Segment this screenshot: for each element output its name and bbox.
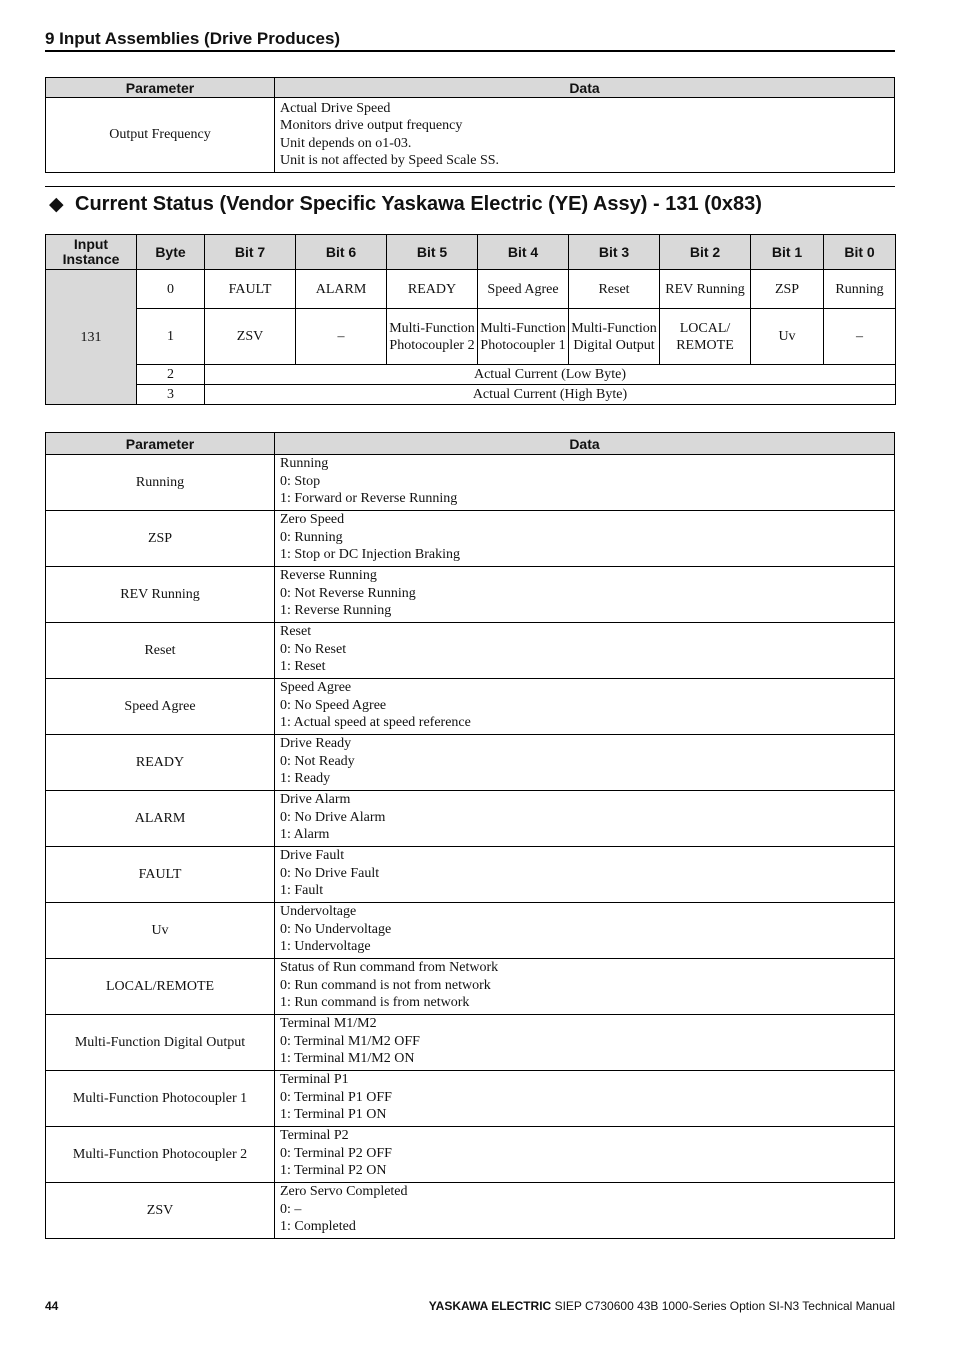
data-cell bbox=[275, 98, 895, 173]
section-title: 9 Input Assemblies (Drive Produces) bbox=[45, 29, 895, 52]
table-row bbox=[46, 365, 896, 385]
bit-cell: ALARM bbox=[296, 270, 387, 309]
page-number: 44 bbox=[45, 1299, 59, 1313]
table-header-row bbox=[46, 78, 895, 98]
data-cell bbox=[275, 567, 895, 623]
data-line: 1: Terminal P2 ON bbox=[280, 1163, 387, 1179]
table-row bbox=[46, 567, 895, 623]
data-line: Monitors drive output frequency bbox=[280, 118, 463, 134]
table-row bbox=[46, 98, 895, 173]
parameter-cell: Multi-Function Photocoupler 1 bbox=[46, 1071, 275, 1127]
table-row bbox=[46, 623, 895, 679]
data-line: Drive Fault bbox=[280, 848, 345, 863]
data-line: Terminal M1/M2 bbox=[280, 1016, 377, 1031]
diamond-bullet-icon: ◆ bbox=[49, 194, 64, 215]
data-line: Undervoltage bbox=[280, 904, 357, 919]
table-row bbox=[46, 1127, 895, 1183]
table-row bbox=[46, 1015, 895, 1071]
parameter-cell: REV Running bbox=[46, 567, 275, 623]
table-header-row bbox=[46, 433, 895, 455]
byte-value-cell: Actual Current (High Byte) bbox=[205, 385, 896, 405]
column-header-bit0: Bit 0 bbox=[824, 235, 896, 270]
data-line: 1: Undervoltage bbox=[280, 939, 371, 955]
table-row bbox=[46, 511, 895, 567]
bit-cell: Multi-Function Photocoupler 2 bbox=[387, 309, 478, 365]
data-line: 0: No Undervoltage bbox=[280, 921, 392, 937]
byte-cell: 3 bbox=[137, 385, 205, 405]
data-line: Actual Drive Speed bbox=[280, 101, 391, 116]
data-cell bbox=[275, 1015, 895, 1071]
data-line: 1: Terminal P1 ON bbox=[280, 1107, 387, 1123]
input-instance-cell: 131 bbox=[46, 270, 137, 405]
parameter-cell: Multi-Function Digital Output bbox=[46, 1015, 275, 1071]
column-header-bit6: Bit 6 bbox=[296, 235, 387, 270]
data-line: 1: Actual speed at speed reference bbox=[280, 715, 471, 731]
parameter-cell: ZSP bbox=[46, 511, 275, 567]
parameter-cell: Output Frequency bbox=[46, 98, 275, 173]
data-line: Running bbox=[280, 456, 329, 471]
data-line: 0: Terminal P1 OFF bbox=[280, 1089, 392, 1105]
bit-cell: Reset bbox=[569, 270, 660, 309]
bit-cell: FAULT bbox=[205, 270, 296, 309]
data-cell bbox=[275, 679, 895, 735]
data-line: 0: Running bbox=[280, 529, 343, 545]
data-line: 0: No Speed Agree bbox=[280, 697, 387, 713]
parameter-cell: Speed Agree bbox=[46, 679, 275, 735]
data-line: 0: No Drive Fault bbox=[280, 865, 380, 881]
bit-cell: ZSV bbox=[205, 309, 296, 365]
table-row bbox=[46, 1071, 895, 1127]
column-header-data: Data bbox=[275, 78, 895, 98]
data-cell bbox=[275, 791, 895, 847]
bit-cell: – bbox=[296, 309, 387, 365]
data-cell bbox=[275, 455, 895, 511]
data-line: 1: Ready bbox=[280, 771, 331, 787]
table-row bbox=[46, 679, 895, 735]
bit-map-table bbox=[45, 234, 896, 405]
table-row bbox=[46, 1183, 895, 1239]
data-line: 0: Run command is not from network bbox=[280, 977, 491, 993]
data-line: 0: Not Ready bbox=[280, 753, 355, 769]
column-header-bit2: Bit 2 bbox=[660, 235, 751, 270]
data-line: 1: Terminal M1/M2 ON bbox=[280, 1051, 415, 1067]
data-line: 1: Reverse Running bbox=[280, 603, 392, 619]
bit-cell: ZSP bbox=[751, 270, 824, 309]
parameter-cell: READY bbox=[46, 735, 275, 791]
data-line: 0: Stop bbox=[280, 473, 321, 489]
table-row bbox=[46, 455, 895, 511]
byte-cell: 1 bbox=[137, 309, 205, 365]
data-line: 1: Fault bbox=[280, 883, 324, 899]
data-line: 1: Stop or DC Injection Braking bbox=[280, 547, 461, 563]
parameter-cell: ZSV bbox=[46, 1183, 275, 1239]
data-cell bbox=[275, 1183, 895, 1239]
table-header-row bbox=[46, 235, 896, 270]
bit-cell: LOCAL/ REMOTE bbox=[660, 309, 751, 365]
data-line: 0: – bbox=[280, 1201, 302, 1217]
data-line: Terminal P2 bbox=[280, 1128, 349, 1143]
data-cell bbox=[275, 959, 895, 1015]
column-header-bit1: Bit 1 bbox=[751, 235, 824, 270]
column-header-parameter: Parameter bbox=[46, 433, 275, 455]
table-row bbox=[46, 385, 896, 405]
table-row bbox=[46, 791, 895, 847]
assembly-heading bbox=[45, 186, 895, 217]
table-row bbox=[46, 847, 895, 903]
data-cell bbox=[275, 847, 895, 903]
parameter-cell: FAULT bbox=[46, 847, 275, 903]
bit-cell: Running bbox=[824, 270, 896, 309]
data-line: 0: Terminal M1/M2 OFF bbox=[280, 1033, 420, 1049]
table-row bbox=[46, 270, 896, 309]
data-line: Drive Alarm bbox=[280, 792, 351, 807]
data-line: Zero Servo Completed bbox=[280, 1184, 408, 1199]
data-line: 0: Not Reverse Running bbox=[280, 585, 416, 601]
table-row bbox=[46, 903, 895, 959]
assembly-heading-text: Current Status (Vendor Specific Yaskawa Electric (YE) Assy) - 131 (0x83) bbox=[75, 193, 762, 215]
table-row bbox=[46, 735, 895, 791]
byte-value-cell: Actual Current (Low Byte) bbox=[205, 365, 896, 385]
column-header-bit7: Bit 7 bbox=[205, 235, 296, 270]
data-line: 0: No Reset bbox=[280, 641, 347, 657]
bit-cell: Multi-Function Digital Output bbox=[569, 309, 660, 365]
byte-cell: 0 bbox=[137, 270, 205, 309]
data-cell bbox=[275, 735, 895, 791]
footer-manual-title bbox=[429, 1299, 895, 1313]
output-frequency-table bbox=[45, 77, 895, 173]
data-line: Speed Agree bbox=[280, 680, 352, 695]
data-line: Reset bbox=[280, 624, 312, 639]
data-line: 1: Completed bbox=[280, 1219, 356, 1235]
bit-cell: READY bbox=[387, 270, 478, 309]
data-line: 0: No Drive Alarm bbox=[280, 809, 386, 825]
data-line: 0: Terminal P2 OFF bbox=[280, 1145, 392, 1161]
data-cell bbox=[275, 1127, 895, 1183]
data-line: Reverse Running bbox=[280, 568, 377, 583]
table-row bbox=[46, 959, 895, 1015]
column-header-data: Data bbox=[275, 433, 895, 455]
data-line: Terminal P1 bbox=[280, 1072, 349, 1087]
column-header-bit5: Bit 5 bbox=[387, 235, 478, 270]
column-header-input-instance: Input Instance bbox=[46, 235, 137, 270]
data-line: 1: Run command is from network bbox=[280, 995, 470, 1011]
parameter-cell: LOCAL/REMOTE bbox=[46, 959, 275, 1015]
byte-cell: 2 bbox=[137, 365, 205, 385]
data-line: Status of Run command from Network bbox=[280, 960, 499, 975]
table-row bbox=[46, 309, 896, 365]
bit-cell: REV Running bbox=[660, 270, 751, 309]
data-line: 1: Reset bbox=[280, 659, 326, 675]
footer-brand: YASKAWA ELECTRIC bbox=[428, 1299, 552, 1313]
data-line: Unit depends on o1-03. bbox=[280, 135, 412, 151]
data-line: Zero Speed bbox=[280, 512, 345, 527]
column-header-bit3: Bit 3 bbox=[569, 235, 660, 270]
bit-cell: Uv bbox=[751, 309, 824, 365]
bit-cell: Multi-Function Photocoupler 1 bbox=[478, 309, 569, 365]
parameter-cell: Running bbox=[46, 455, 275, 511]
parameter-cell: Uv bbox=[46, 903, 275, 959]
parameter-cell: ALARM bbox=[46, 791, 275, 847]
data-line: Drive Ready bbox=[280, 736, 352, 751]
parameter-table bbox=[45, 432, 895, 1239]
data-cell bbox=[275, 903, 895, 959]
bit-cell: – bbox=[824, 309, 896, 365]
data-line: 1: Alarm bbox=[280, 827, 330, 843]
column-header-bit4: Bit 4 bbox=[478, 235, 569, 270]
data-line: Unit is not affected by Speed Scale SS. bbox=[280, 153, 500, 169]
data-line: 1: Forward or Reverse Running bbox=[280, 491, 458, 507]
data-cell bbox=[275, 1071, 895, 1127]
parameter-cell: Reset bbox=[46, 623, 275, 679]
parameter-cell: Multi-Function Photocoupler 2 bbox=[46, 1127, 275, 1183]
data-cell bbox=[275, 511, 895, 567]
column-header-byte: Byte bbox=[137, 235, 205, 270]
footer-manual-name: SIEP C730600 43B 1000-Series Option SI-N3 Technical Manual bbox=[551, 1299, 895, 1313]
data-cell bbox=[275, 623, 895, 679]
column-header-parameter: Parameter bbox=[46, 78, 275, 98]
bit-cell: Speed Agree bbox=[478, 270, 569, 309]
